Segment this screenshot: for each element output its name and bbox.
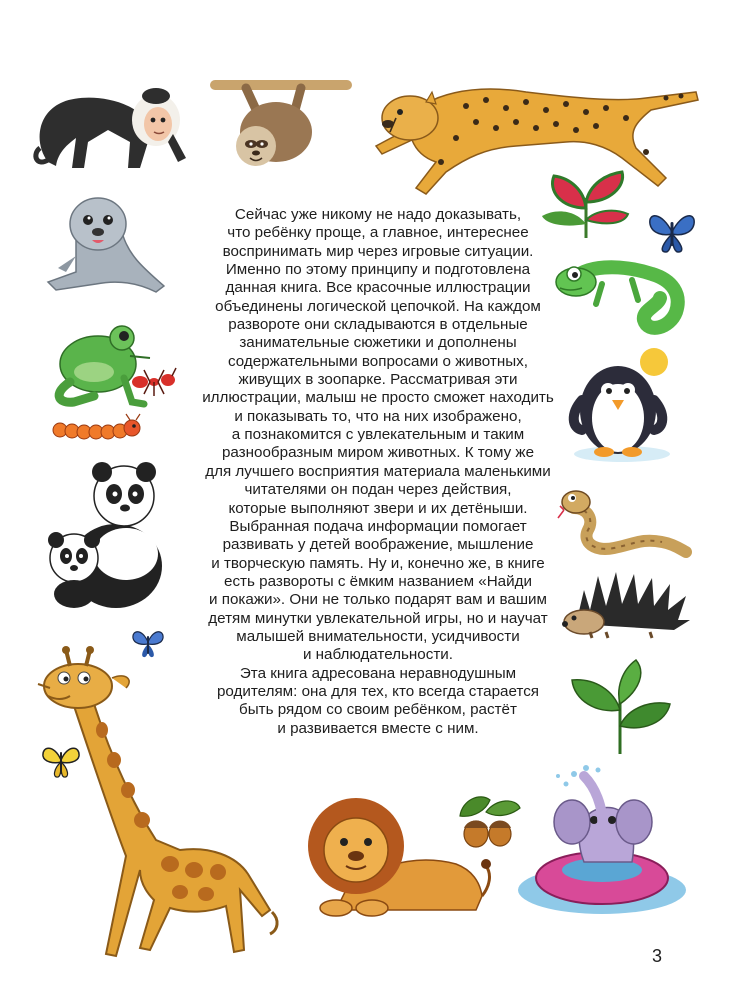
- body-text-line: живущих в зоопарке. Рассматривая эти: [238, 371, 518, 389]
- body-text-line: данная книга. Все красочные иллюстрации: [225, 279, 531, 297]
- acorns-illustration: [446, 790, 522, 850]
- body-text-line: читателями он подан через действия,: [244, 481, 512, 499]
- sloth-illustration: [206, 74, 356, 174]
- body-text-line: а познакомится с увлекательным и таким: [231, 426, 525, 444]
- body-text-line: объединены логической цепочкой. На каждом: [215, 297, 541, 315]
- caterpillar-illustration: [50, 414, 142, 444]
- body-text-line: и покажи». Они не только подарят вам и вашим: [209, 591, 547, 609]
- body-text-line: и показывать то, что на них изображено,: [234, 407, 522, 425]
- panda-illustration: [32, 462, 168, 610]
- page-number: 3: [652, 946, 663, 966]
- body-text-line: иллюстрации, малыш не просто сможет находить: [202, 389, 554, 407]
- body-text-line: Выбранная подача информации помогает: [229, 517, 527, 535]
- body-text: [168, 206, 588, 738]
- body-text-line: что ребёнку проще, а главное, интереснее: [227, 224, 529, 242]
- body-text-line: для лучшего восприятия материала маленькими: [205, 462, 551, 480]
- body-text-line: Именно по этому принципу и подготовлена: [225, 261, 531, 279]
- cheetah-illustration: [366, 62, 706, 202]
- body-text-line: которые выполняют звери и их детёныши.: [228, 499, 528, 517]
- body-text-line: и наблюдательности.: [302, 646, 454, 664]
- body-text-line: развивать у детей воображение, мышление: [222, 536, 534, 554]
- body-text-line: воспринимать мир через игровые ситуации.: [222, 242, 534, 260]
- body-text-line: занимательные сюжетики и дополнены: [239, 334, 517, 352]
- body-text-line: развороте они складываются в отдельные: [228, 316, 528, 334]
- seal-illustration: [36, 186, 170, 298]
- body-text-line: и творческую память. Ну и, конечно же, в книге: [211, 554, 545, 572]
- body-text-line: есть развороты с ёмким названием «Найди: [224, 572, 532, 590]
- body-text-line: родителям: она для тех, кто всегда старается: [216, 682, 540, 700]
- body-text-line: и развивается вместе с ним.: [277, 719, 479, 737]
- elephant-in-float-illustration: [514, 766, 688, 916]
- body-text-line: Эта книга адресована неравнодушным: [239, 664, 517, 682]
- body-text-line: содержательными вопросами о животных,: [228, 352, 528, 370]
- body-text-line: разнообразным миром животных. К тому же: [221, 444, 535, 462]
- body-text-line: детям минутки увлекательной игры, но и научат: [208, 609, 548, 627]
- body-text-line: Сейчас уже никому не надо доказывать,: [234, 206, 522, 223]
- body-text-line: малышей внимательности, усидчивости: [236, 627, 520, 645]
- monkey-illustration: [28, 72, 190, 172]
- butterfly-blue-illustration: [646, 208, 698, 256]
- butterfly-yellow-illustration: [40, 742, 82, 780]
- body-text-line: быть рядом со своим ребёнком, растёт: [239, 701, 517, 719]
